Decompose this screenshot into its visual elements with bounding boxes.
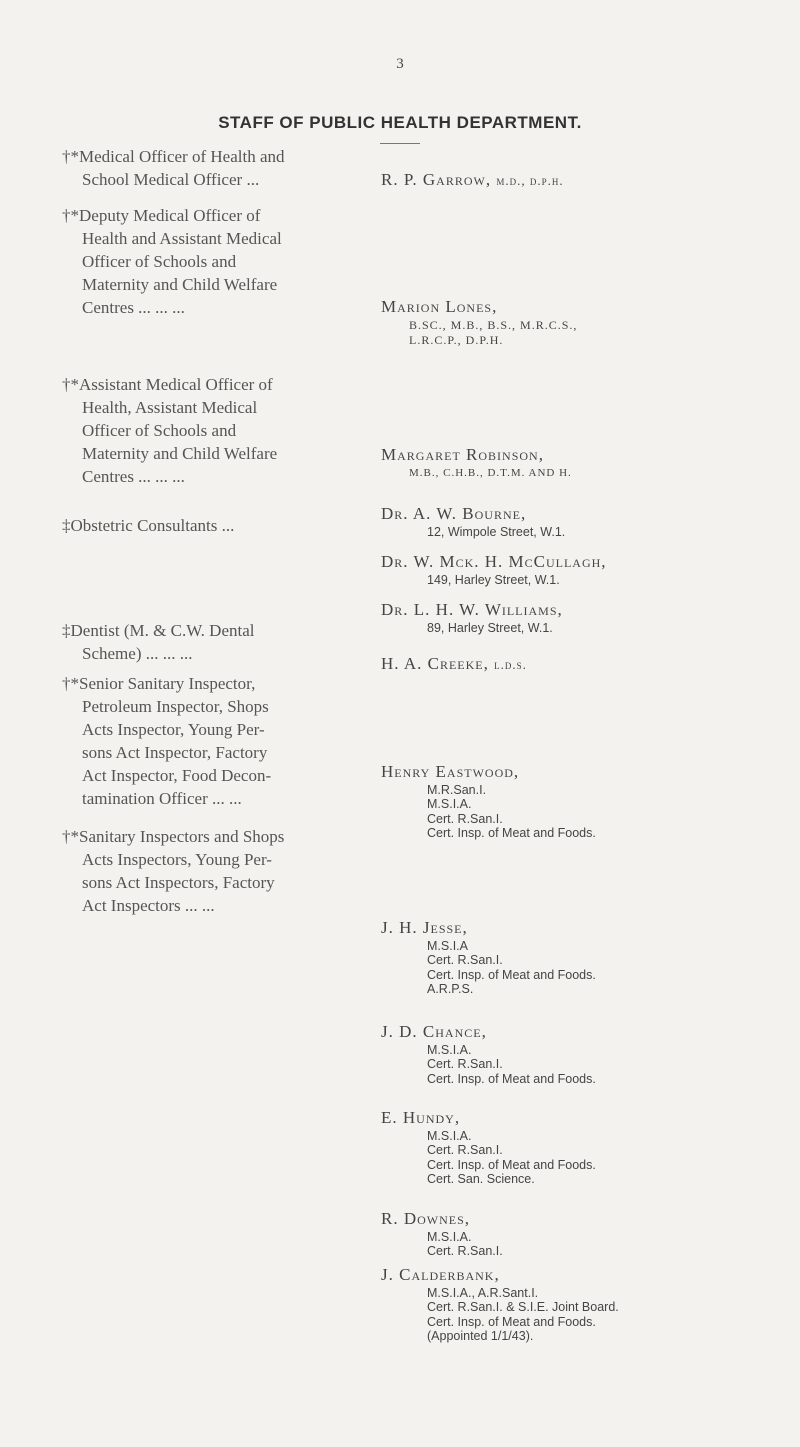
role-assistant-medical-officer: †*Assistant Medical Officer of Health, Assistant Medical Officer of Schools and Maternity and Child Welfare Centres ... ... ... — [62, 375, 278, 486]
person-calderbank: J. Calderbank, M.S.I.A., A.R.Sant.I. Cert. R.San.I. & S.I.E. Joint Board. Cert. Insp. of Meat and Foods. (Appointed 1/1/43). — [381, 1265, 619, 1344]
person-bourne: Dr. A. W. Bourne, 12, Wimpole Street, W.1. — [381, 504, 566, 539]
person-chance: J. D. Chance, M.S.I.A. Cert. R.San.I. Cert. Insp. of Meat and Foods. — [381, 1022, 596, 1086]
role-obstetric-consultants: ‡Obstetric Consultants ... — [62, 516, 235, 535]
role-deputy-medical-officer: †*Deputy Medical Officer of Health and Assistant Medical Officer of Schools and Maternity and Child Welfare Centres ... ... ... — [62, 206, 282, 317]
role-dentist: ‡Dentist (M. & C.W. Dental Scheme) ... ... ... — [62, 621, 255, 663]
page-title: STAFF OF PUBLIC HEALTH DEPARTMENT. — [218, 113, 582, 132]
person-creeke: H. A. Creeke, l.d.s. — [381, 654, 527, 673]
title-underline — [380, 143, 420, 144]
person-robinson: Margaret Robinson, M.B., C.H.B., D.T.M. AND H. — [381, 445, 572, 479]
role-senior-sanitary-inspector: †*Senior Sanitary Inspector, Petroleum Inspector, Shops Acts Inspector, Young Per- sons Act Inspector, Factory Act Inspector, Food Decon- tamination Officer ... ... — [62, 674, 272, 808]
person-garrow: R. P. Garrow, m.d., d.p.h. — [381, 170, 564, 189]
person-mccullagh: Dr. W. Mck. H. McCullagh, 149, Harley Street, W.1. — [381, 552, 607, 587]
person-downes: R. Downes, M.S.I.A. Cert. R.San.I. — [381, 1209, 503, 1259]
person-jesse: J. H. Jesse, M.S.I.A Cert. R.San.I. Cert. Insp. of Meat and Foods. A.R.P.S. — [381, 918, 596, 997]
person-lones: Marion Lones, B.SC., M.B., B.S., M.R.C.S., L.R.C.P., D.P.H. — [381, 297, 578, 347]
page-number: 3 — [396, 56, 404, 72]
person-williams: Dr. L. H. W. Williams, 89, Harley Street, W.1. — [381, 600, 563, 635]
role-medical-officer: †*Medical Officer of Health and School Medical Officer ... — [62, 147, 285, 189]
role-sanitary-inspectors: †*Sanitary Inspectors and Shops Acts Inspectors, Young Per- sons Act Inspectors, Factory Act Inspectors ... ... — [62, 827, 285, 915]
person-hundy: E. Hundy, M.S.I.A. Cert. R.San.I. Cert. Insp. of Meat and Foods. Cert. San. Science. — [381, 1108, 596, 1187]
person-eastwood: Henry Eastwood, M.R.San.I. M.S.I.A. Cert. R.San.I. Cert. Insp. of Meat and Foods. — [381, 762, 596, 841]
